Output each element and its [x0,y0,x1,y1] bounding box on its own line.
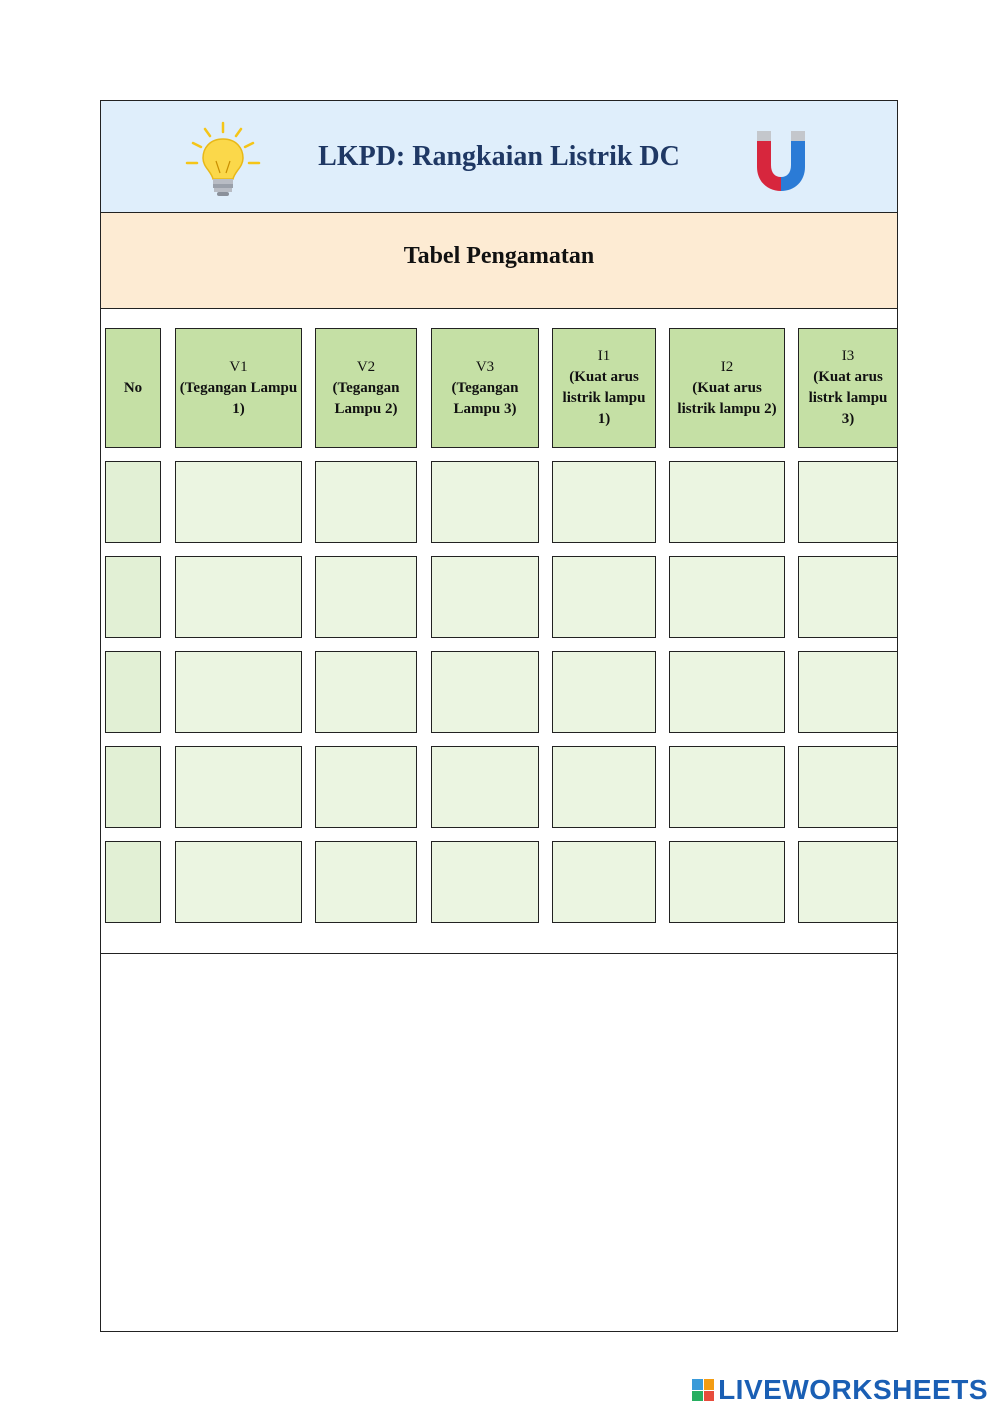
answer-cell-row1-col1[interactable] [105,461,161,543]
answer-cell-row1-col4[interactable] [431,461,539,543]
answer-cell-row5-col3[interactable] [315,841,417,923]
column-header-v2 [315,328,417,448]
column-header-i3 [798,328,898,448]
worksheet-header [101,101,897,213]
answer-cell-row4-col4[interactable] [431,746,539,828]
answer-cell-row5-col7[interactable] [798,841,898,923]
column-header-i2 [669,328,785,448]
page-title: LKPD: Rangkaian Listrik DC [318,141,680,172]
answer-cell-row3-col7[interactable] [798,651,898,733]
answer-cell-row1-col5[interactable] [552,461,656,543]
answer-cell-row1-col6[interactable] [669,461,785,543]
column-symbol: I2 [720,358,734,375]
column-header-i1 [552,328,656,448]
answer-cell-row3-col4[interactable] [431,651,539,733]
answer-cell-row2-col5[interactable] [552,556,656,638]
brand-name: LIVEWORKSHEETS [718,1374,988,1405]
answer-cell-row3-col3[interactable] [315,651,417,733]
answer-cell-row5-col5[interactable] [552,841,656,923]
answer-cell-row5-col6[interactable] [669,841,785,923]
column-label: No [123,379,143,396]
answer-cell-row4-col1[interactable] [105,746,161,828]
section-banner [101,213,897,309]
answer-cell-row3-col1[interactable] [105,651,161,733]
column-label: (Kuat arus listrik lampu 2) [677,379,777,417]
column-header-v1 [175,328,302,448]
column-label: (Tegangan Lampu 3) [451,379,519,417]
section-title: Tabel Pengamatan [403,243,595,269]
answer-cell-row4-col2[interactable] [175,746,302,828]
answer-cell-row2-col6[interactable] [669,556,785,638]
magnet-icon [751,129,811,193]
answer-cell-row1-col7[interactable] [798,461,898,543]
answer-cell-row5-col1[interactable] [105,841,161,923]
logo-mark-icon [692,1379,714,1401]
column-symbol: V2 [356,358,376,375]
answer-cell-row5-col4[interactable] [431,841,539,923]
answer-cell-row4-col5[interactable] [552,746,656,828]
answer-cell-row2-col1[interactable] [105,556,161,638]
column-symbol: V1 [229,358,248,375]
answer-cell-row2-col7[interactable] [798,556,898,638]
answer-cell-row4-col3[interactable] [315,746,417,828]
column-label: (Kuat arus listrk lampu 3) [808,369,888,427]
answer-cell-row4-col7[interactable] [798,746,898,828]
column-header-v3 [431,328,539,448]
section-divider [101,953,897,954]
column-symbol: I3 [841,348,855,364]
answer-cell-row1-col2[interactable] [175,461,302,543]
answer-cell-row2-col3[interactable] [315,556,417,638]
answer-cell-row2-col4[interactable] [431,556,539,638]
liveworksheets-logo [692,1374,988,1406]
column-symbol: I1 [597,348,611,364]
worksheet-page [100,100,898,1332]
column-header-no [105,328,161,448]
column-symbol: V3 [475,358,495,375]
answer-cell-row1-col3[interactable] [315,461,417,543]
answer-cell-row5-col2[interactable] [175,841,302,923]
answer-cell-row3-col5[interactable] [552,651,656,733]
column-label: (Tegangan Lampu 1) [179,379,298,417]
column-label: (Tegangan Lampu 2) [332,379,400,417]
answer-cell-row3-col6[interactable] [669,651,785,733]
answer-cell-row2-col2[interactable] [175,556,302,638]
column-label: (Kuat arus listrik lampu 1) [562,369,646,427]
answer-cell-row3-col2[interactable] [175,651,302,733]
answer-cell-row4-col6[interactable] [669,746,785,828]
